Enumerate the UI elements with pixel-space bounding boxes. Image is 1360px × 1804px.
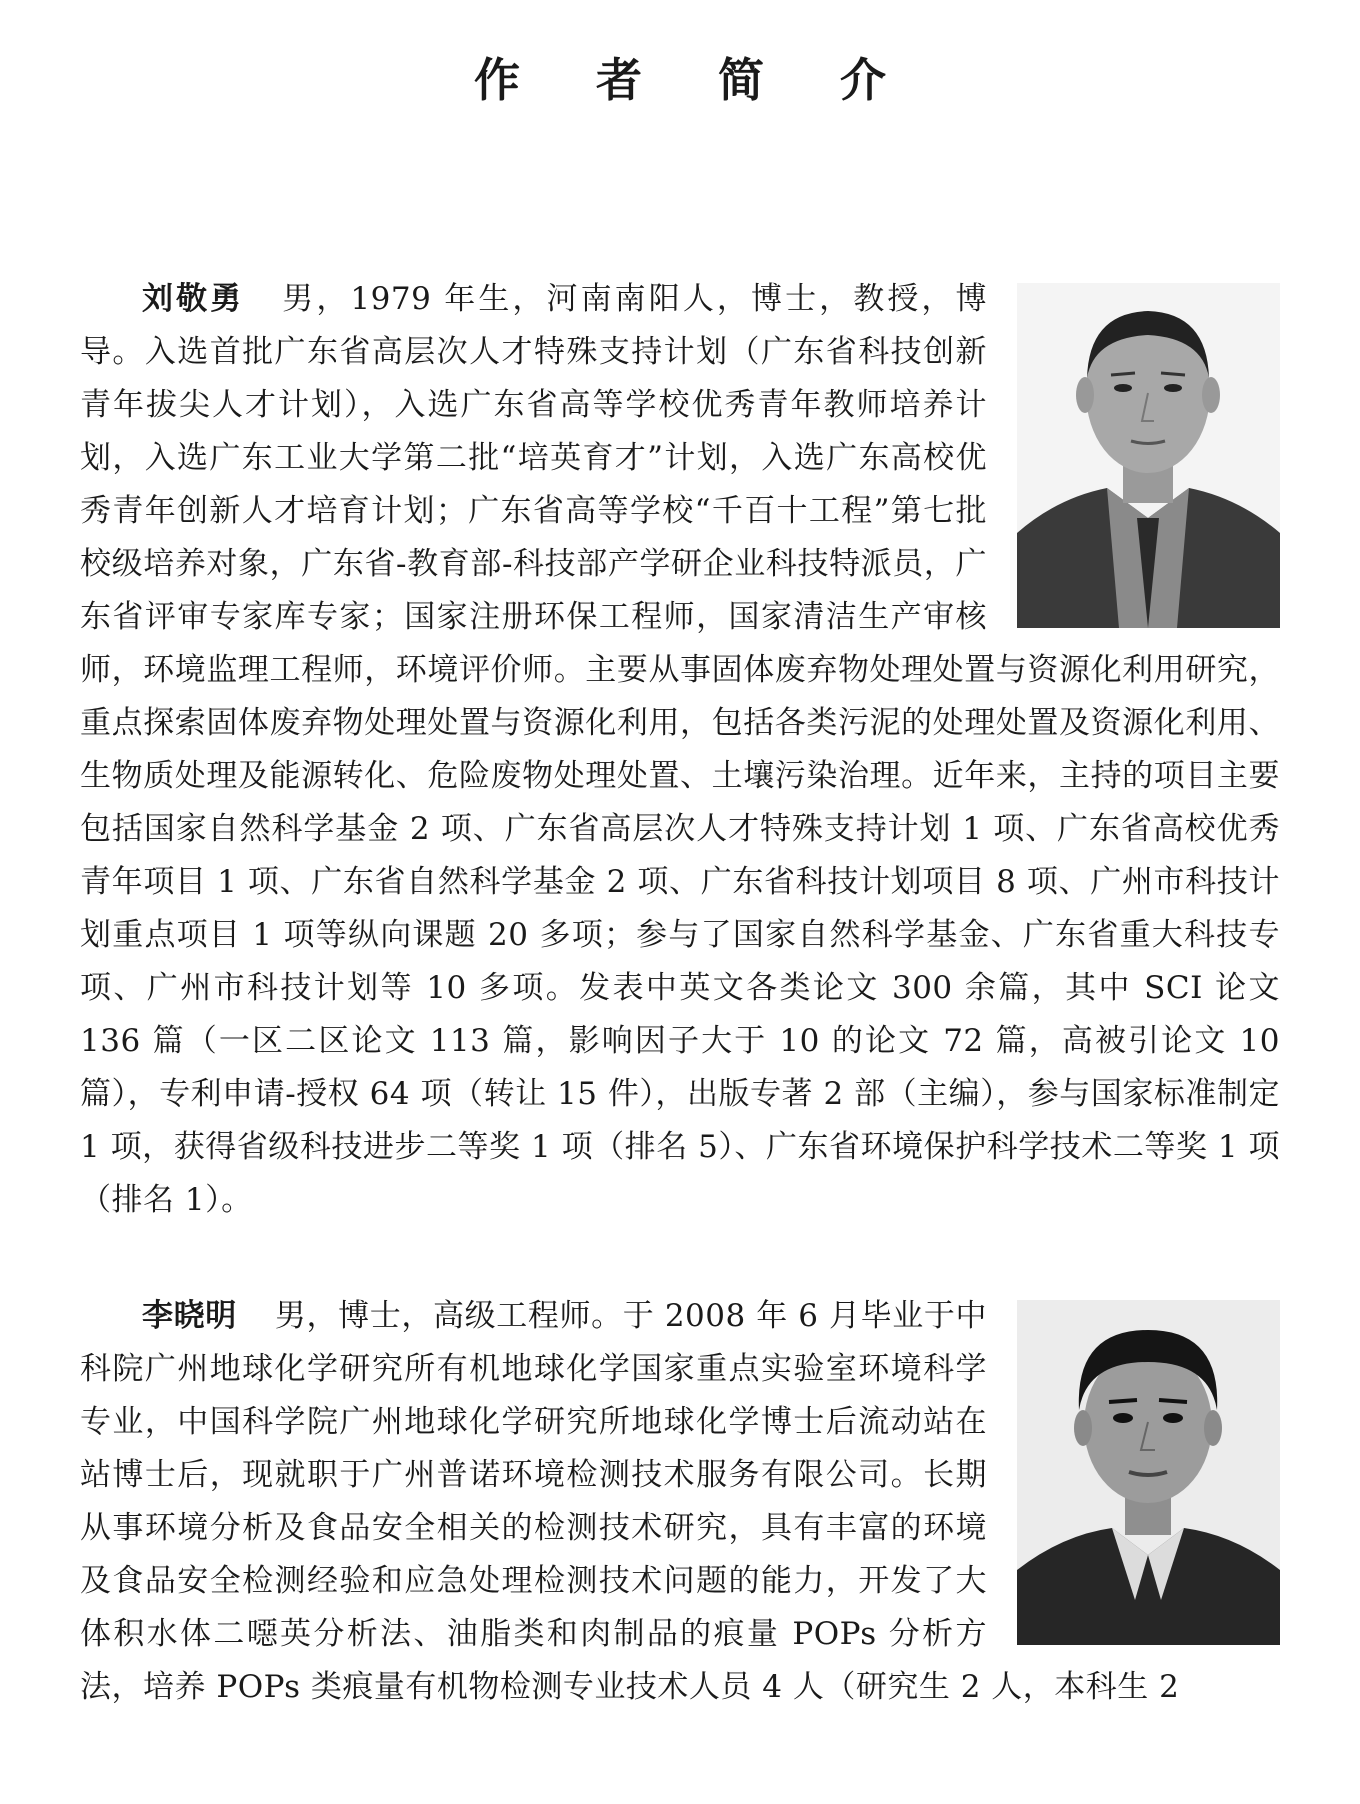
author-bio-text-1: 男，1979 年生，河南南阳人，博士，教授，博导。入选首批广东省高层次人才特殊支持计划（广东省科技创新青年拔尖人才计划），入选广东省高等学校优秀青年教师培养计划，入选广东工业大学第二批“培英育才”计划，入选广东高校优秀青年创新人才培育计划；广东省高等学校“千百十工程”第七批校级培养对象，广东省-教育部-科技部产学研企业科技特派员，广东省评审专家库专家；国家注册环保工程师，国家清洁生产审核师，环境监理工程师，环境评价师。主要从事固体废弃物处理处置与资源化利用研究，重点探索固体废弃物处理处置与资源化利用，包括各类污泥的处理处置及资源化利用、生物质处理及能源转化、危险废物处理处置、土壤污染治理。近年来，主持的项目主要包括国家自然科学基金 2 项、广东省高层次人才特殊支持计划 1 项、广东省高校优秀青年项目 1 项、广东省自然科学基金 2 项、广东省科技计划项目 8 项、广州市科技计划重点项目 1 项等纵向课题 20 多项；参与了国家自然科学基金、广东省重大科技专项、广州市科技计划等 10 多项。发表中英文各类论文 300 余篇，其中 SCI 论文 136 篇（一区二区论文 113 篇，影响因子大于 10 的论文 72 篇，高被引论文 10 篇），专利申请-授权 64 项（转让 15 件），出版专著 2 部（主编），参与国家标准制定 1 项，获得省级科技进步二等奖 1 项（排名 5）、广东省环境保护科学技术二等奖 1 项（排名 1）。 [80, 281, 1280, 1218]
author-photo-1 [1017, 283, 1280, 628]
portrait-photo-icon [1017, 1300, 1280, 1645]
author-bio-text-2: 男，博士，高级工程师。于 2008 年 6 月毕业于中科院广州地球化学研究所有机地球化学国家重点实验室环境科学专业，中国科学院广州地球化学研究所地球化学博士后流动站在站博士后，现就职于广州普诺环境检测技术服务有限公司。长期从事环境分析及食品安全相关的检测技术研究，具有丰富的环境及食品安全检测经验和应急处理检测技术问题的能力，开发了大体积水体二噁英分析法、油脂类和肉制品的痕量 POPs 分析方法，培养 POPs 类痕量有机物检测专业技术人员 4 人（研究生 2 人，本科生 2 [80, 1298, 1180, 1705]
author-name-1: 刘敬勇 [142, 281, 245, 317]
author-name-2: 李晓明 [142, 1298, 237, 1334]
author-bio-2 [80, 1290, 1280, 1714]
page-title: 作 者 简 介 [473, 53, 917, 107]
author-photo-2 [1017, 1300, 1280, 1645]
author-bio-1 [80, 273, 1280, 1227]
portrait-photo-icon [1017, 283, 1280, 628]
